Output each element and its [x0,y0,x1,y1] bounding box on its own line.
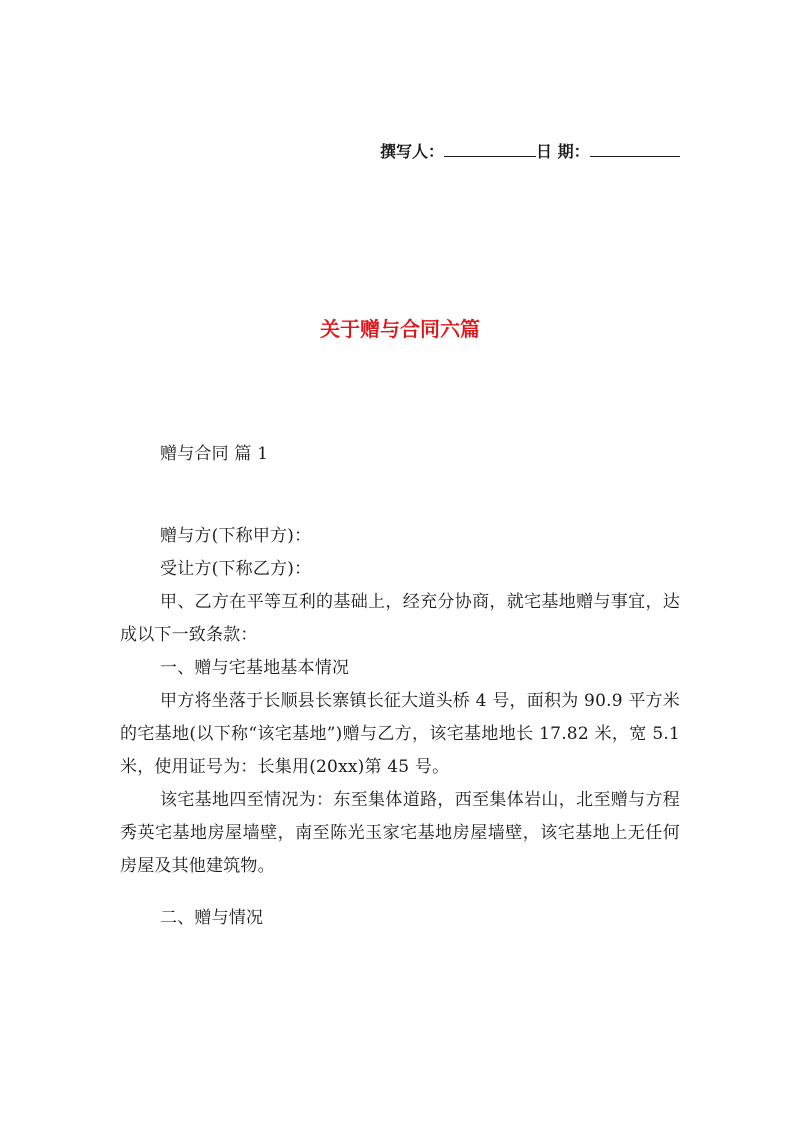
author-date-line [380,140,680,163]
section-heading: 赠与合同 篇 1 [160,444,269,464]
author-label: 撰写人： [380,142,445,161]
donee-line: 受让方(下称乙方)： [160,559,312,579]
clause1-body: 甲方将坐落于长顺县长寨镇长征大道头桥 4 号，面积为 90.9 平方米的宅基地(以下称“该宅基地”)赠与乙方，该宅基地地长 17.82 米，宽 5.1 米，使用证号为：长集用(20xx)第 45 号。 [120,691,680,777]
donor-line: 赠与方(下称甲方)： [160,526,312,546]
clause2-heading: 二、赠与情况 [160,908,264,928]
intro-paragraph: 甲、乙方在平等互利的基础上，经充分协商，就宅基地赠与事宜，达成以下一致条款： [120,592,680,645]
author-blank [444,140,536,157]
date-blank [590,140,680,157]
document-body [120,438,680,935]
boundaries-paragraph: 该宅基地四至情况为：东至集体道路，西至集体岩山，北至赠与方程秀英宅基地房屋墙壁，南至陈光玉家宅基地房屋墙壁，该宅基地上无任何房屋及其他建筑物。 [120,790,680,876]
date-label: 日 期： [536,142,590,161]
document-title: 关于赠与合同六篇 [320,317,480,341]
clause1-heading: 一、赠与宅基地基本情况 [160,658,350,678]
